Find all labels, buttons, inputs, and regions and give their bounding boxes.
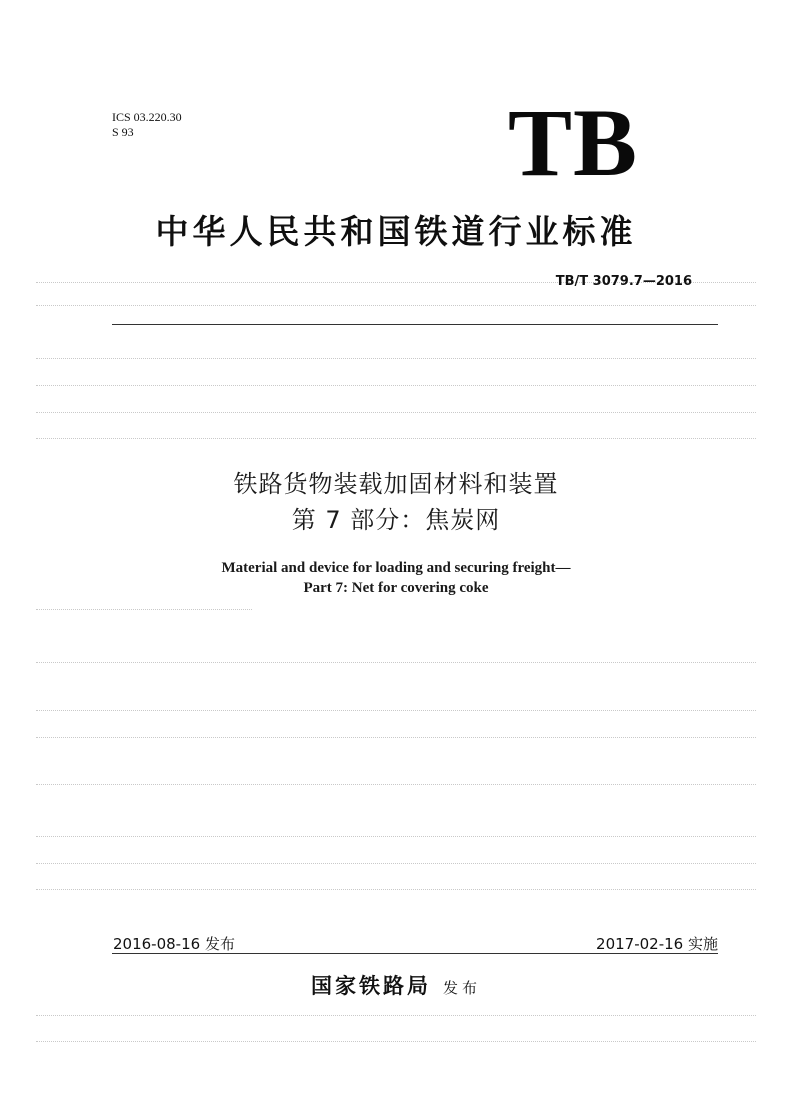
dotted-line [36,1015,756,1016]
header-rule [112,324,718,325]
ics-code: ICS 03.220.30 [112,110,182,124]
dotted-line [36,737,756,738]
dotted-line [36,710,756,711]
footer-rule [112,953,718,954]
issuer-line [0,970,792,1000]
dotted-line [36,358,756,359]
classification-codes [112,110,182,140]
dotted-line [36,412,756,413]
implement-date: 2017-02-16 实施 [596,935,718,953]
document-title-zh-line1: 铁路货物装载加固材料和装置 [233,470,559,498]
dotted-line [36,385,756,386]
dotted-line [36,863,756,864]
standard-title: 中华人民共和国铁道行业标准 [155,212,637,251]
dotted-line [36,784,756,785]
dotted-line [36,662,756,663]
tb-logo: TB [508,89,639,196]
issuer-name: 国家铁路局 [310,973,431,998]
document-title-en-line2: Part 7: Net for covering coke [303,580,489,596]
standard-number: TB/T 3079.7—2016 [555,274,692,289]
dotted-line [36,1041,756,1042]
dotted-line [36,836,756,837]
dotted-line [36,889,756,890]
dotted-line [36,305,756,306]
dotted-line [36,609,252,610]
publish-date: 2016-08-16 发布 [113,935,235,953]
dotted-line [36,438,756,439]
document-title-en-line1: Material and device for loading and securing freight— [221,560,571,576]
document-title-zh-line2: 第 7 部分：焦炭网 [291,506,501,534]
ccs-code: S 93 [112,125,134,139]
issue-action: 发布 [442,979,481,997]
